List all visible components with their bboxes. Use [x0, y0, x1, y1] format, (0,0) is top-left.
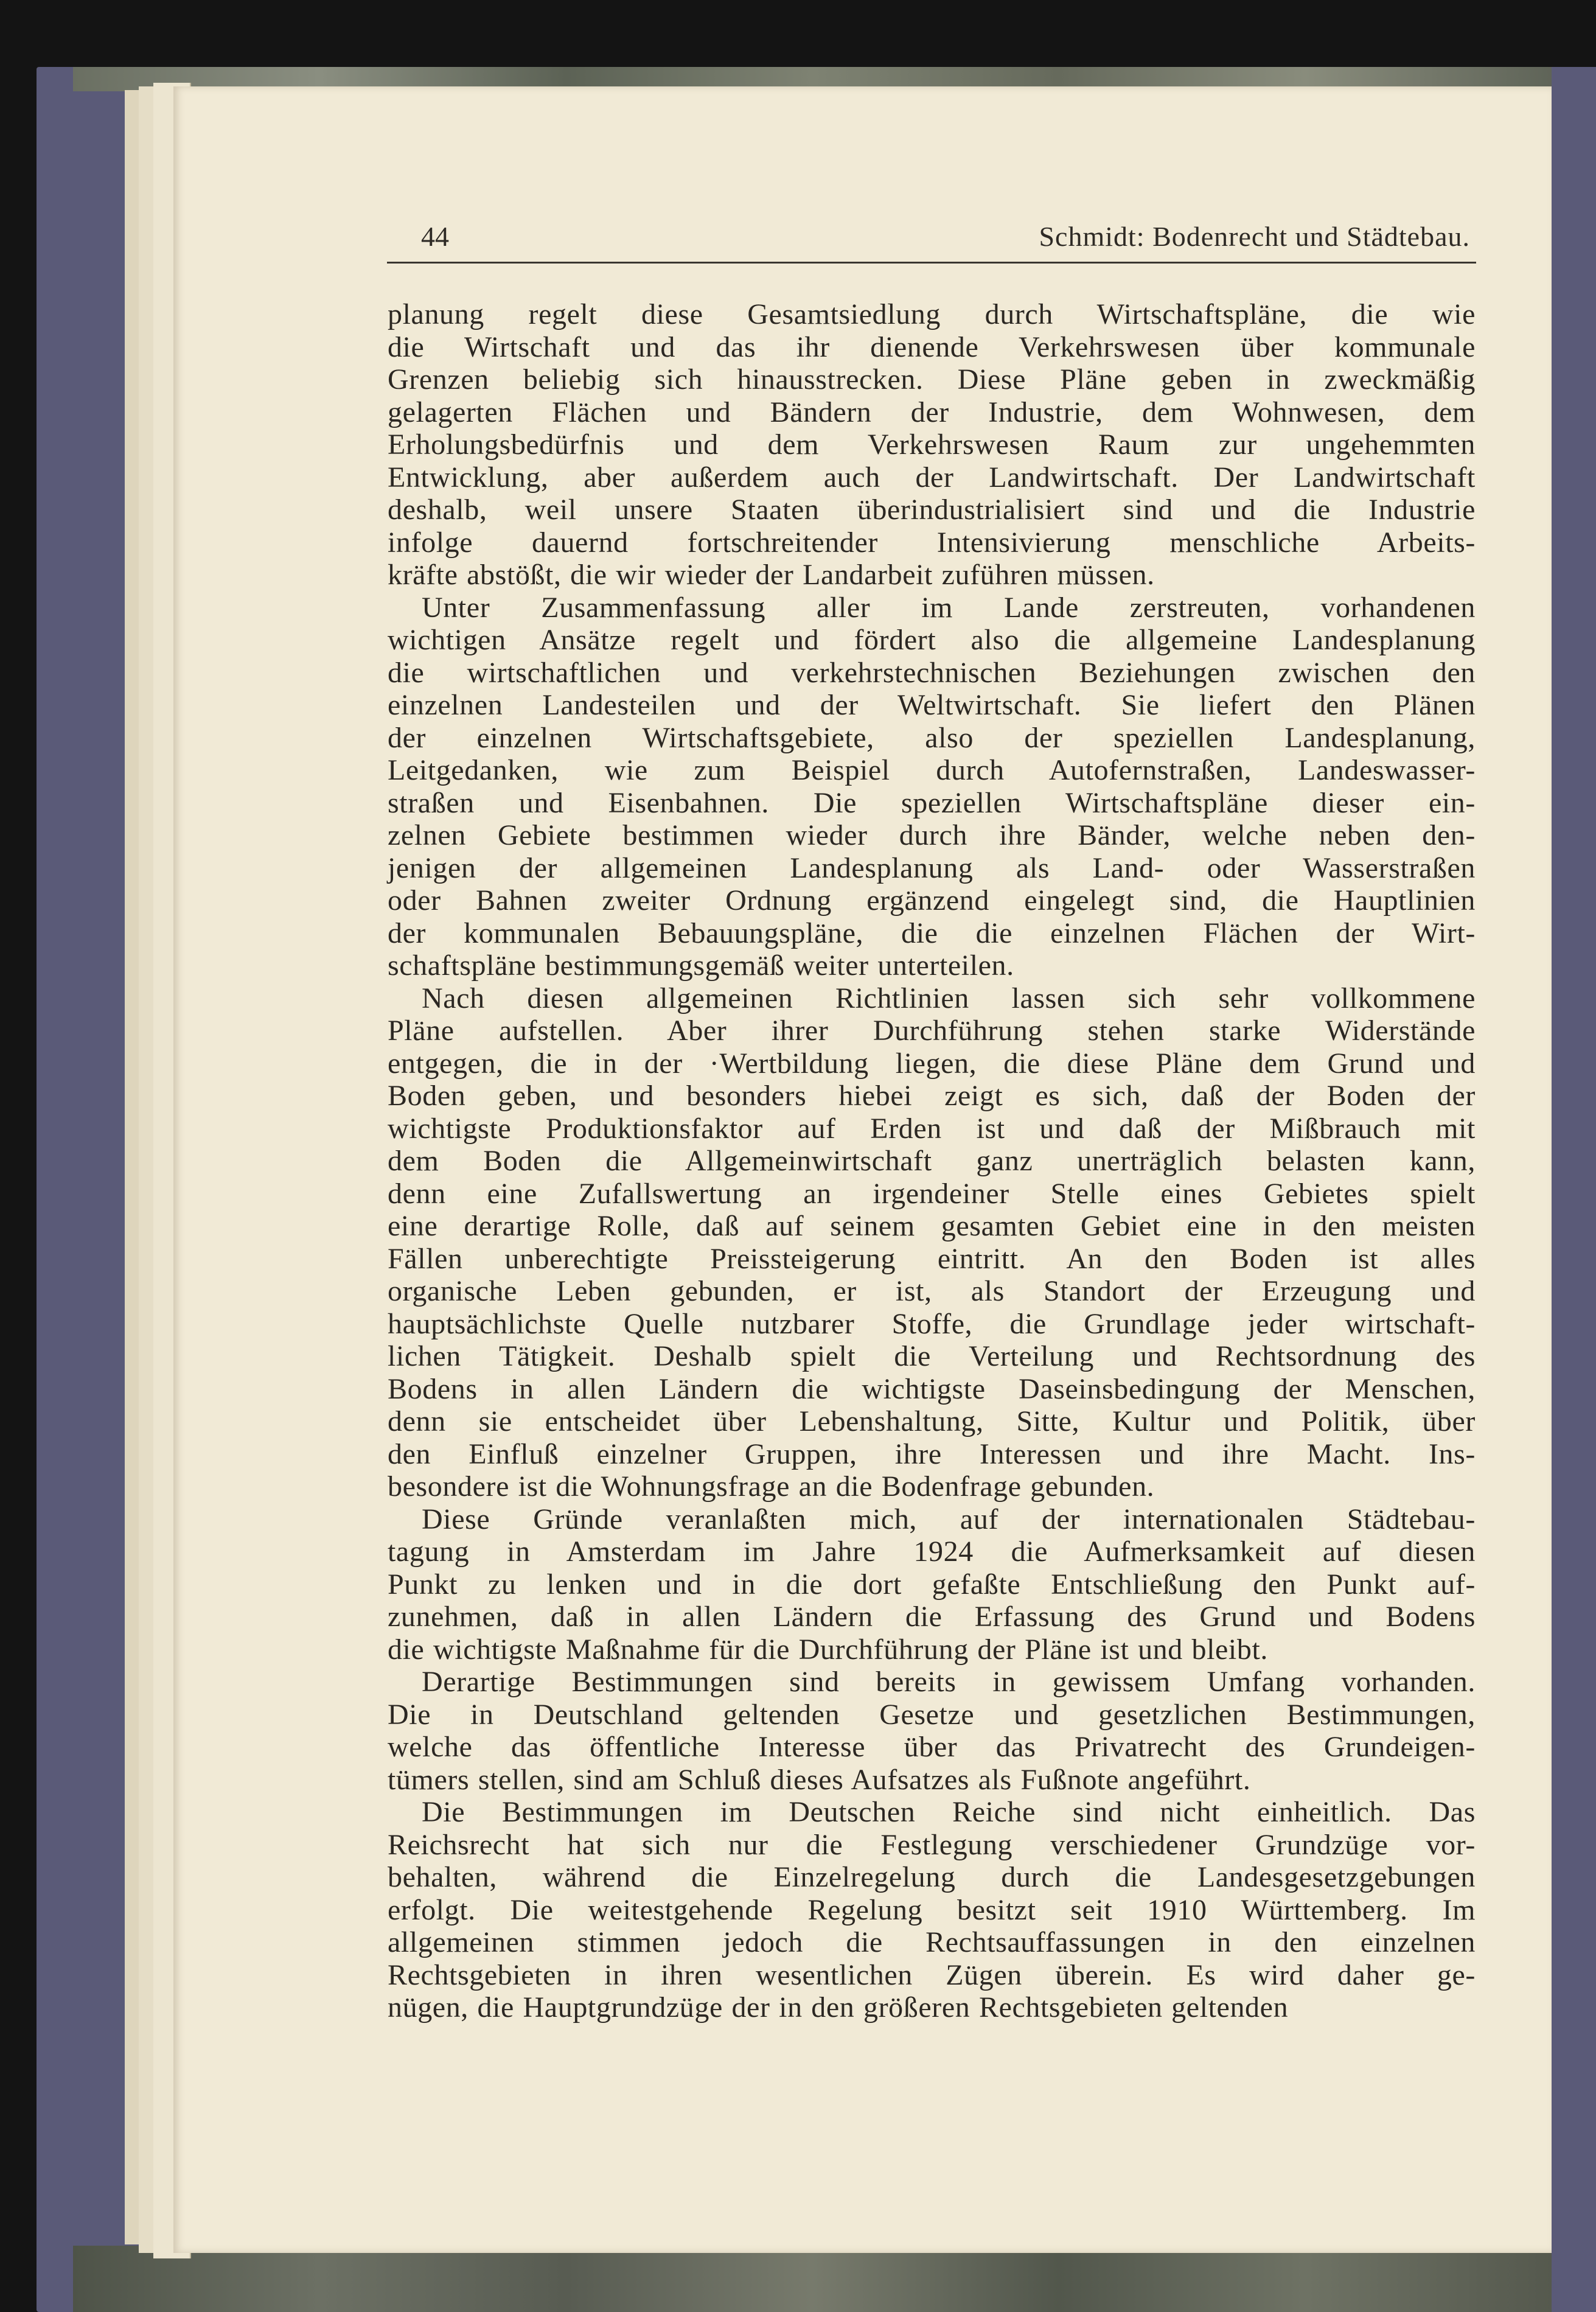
- text-line: organische Leben gebunden, er ist, als Standort der Erzeugung und: [388, 1275, 1476, 1307]
- paragraph: [388, 1666, 1476, 1796]
- text-line: allgemeinen stimmen jedoch die Rechtsauffassungen in den einzelnen: [388, 1926, 1476, 1958]
- text-line: Unter Zusammenfassung aller im Lande zerstreuten, vorhandenen: [422, 591, 1476, 624]
- text-line: hauptsächlichste Quelle nutzbarer Stoffe, die Grundlage jeder wirtschaft-: [388, 1307, 1476, 1340]
- text-line: schaftspläne bestimmungsgemäß weiter unterteilen.: [388, 949, 1014, 982]
- text-line: denn sie entscheidet über Lebenshaltung, Sitte, Kultur und Politik, über: [388, 1405, 1476, 1437]
- text-line: der kommunalen Bebauungspläne, die die einzelnen Flächen der Wirt-: [388, 917, 1476, 949]
- text-line: zunehmen, daß in allen Ländern die Erfassung des Grund und Bodens: [388, 1601, 1476, 1633]
- text-line: wichtigste Produktionsfaktor auf Erden ist und daß der Mißbrauch mit: [388, 1112, 1476, 1145]
- marbled-edge-bottom: [73, 2246, 1552, 2312]
- text-line: dem Boden die Allgemeinwirtschaft ganz unerträglich belasten kann,: [388, 1145, 1476, 1177]
- text-line: gelagerten Flächen und Bändern der Industrie, dem Wohnwesen, dem: [388, 396, 1476, 428]
- text-line: Pläne aufstellen. Aber ihrer Durchführung stehen starke Widerstände: [388, 1015, 1476, 1047]
- text-line: die Wirtschaft und das ihr dienende Verkehrswesen über kommunale: [388, 330, 1476, 363]
- text-line: Fällen unberechtigte Preissteigerung eintritt. An den Boden ist alles: [388, 1242, 1476, 1275]
- text-line: tagung in Amsterdam im Jahre 1924 die Aufmerksamkeit auf diesen: [388, 1535, 1476, 1568]
- text-line: Die in Deutschland geltenden Gesetze und gesetzlichen Bestimmungen,: [388, 1698, 1476, 1731]
- text-line: Leitgedanken, wie zum Beispiel durch Autofernstraßen, Landeswasser-: [388, 754, 1476, 786]
- text-line: Reichsrecht hat sich nur die Festlegung verschiedener Grundzüge vor-: [388, 1828, 1476, 1861]
- text-line: denn eine Zufallswertung an irgendeiner Stelle eines Gebietes spielt: [388, 1177, 1476, 1210]
- text-line: Punkt zu lenken und in die dort gefaßte Entschließung den Punkt auf-: [388, 1568, 1476, 1601]
- text-line: oder Bahnen zweiter Ordnung ergänzend eingelegt sind, die Hauptlinien: [388, 884, 1476, 917]
- text-line: Nach diesen allgemeinen Richtlinien lassen sich sehr vollkommene: [422, 982, 1476, 1015]
- text-line: wichtigen Ansätze regelt und fördert also die allgemeine Landesplanung: [388, 624, 1476, 656]
- text-line: die wirtschaftlichen und verkehrstechnischen Beziehungen zwischen den: [388, 656, 1476, 689]
- text-line: erfolgt. Die weitestgehende Regelung besitzt seit 1910 Württemberg. Im: [388, 1893, 1476, 1926]
- text-line: Entwicklung, aber außerdem auch der Landwirtschaft. Der Landwirtschaft: [388, 461, 1476, 494]
- text-line: Grenzen beliebig sich hinausstrecken. Diese Pläne geben in zweckmäßig: [388, 363, 1476, 396]
- running-title: Schmidt: Bodenrecht und Städtebau.: [1039, 221, 1470, 252]
- paragraph: [388, 298, 1476, 592]
- text-line: welche das öffentliche Interesse über das Privatrecht des Grundeigen-: [388, 1731, 1476, 1763]
- page-number: 44: [421, 221, 449, 252]
- paragraph: [388, 982, 1476, 1503]
- text-line: Erholungsbedürfnis und dem Verkehrswesen Raum zur ungehemmten: [388, 428, 1476, 461]
- paragraph: [388, 592, 1476, 982]
- text-line: Boden geben, und besonders hiebei zeigt es sich, daß der Boden der: [388, 1080, 1476, 1112]
- text-line: lichen Tätigkeit. Deshalb spielt die Verteilung und Rechtsordnung des: [388, 1340, 1476, 1372]
- body-text: [388, 298, 1476, 2024]
- text-line: besondere ist die Wohnungsfrage an die Bodenfrage gebunden.: [388, 1470, 1155, 1503]
- text-line: tümers stellen, sind am Schluß dieses Aufsatzes als Fußnote angeführt.: [388, 1763, 1251, 1796]
- text-line: Bodens in allen Ländern die wichtigste Daseinsbedingung der Menschen,: [388, 1372, 1476, 1405]
- text-line: einzelnen Landesteilen und der Weltwirtschaft. Sie liefert den Plänen: [388, 689, 1476, 721]
- page-header: [387, 214, 1476, 264]
- text-line: behalten, während die Einzelregelung durch die Landesgesetzgebungen: [388, 1861, 1476, 1893]
- text-line: deshalb, weil unsere Staaten überindustrialisiert sind und die Industrie: [388, 494, 1476, 526]
- text-line: eine derartige Rolle, daß auf seinem gesamten Gebiet eine in den meisten: [388, 1210, 1476, 1242]
- paragraph: [388, 1796, 1476, 2024]
- text-line: der einzelnen Wirtschaftsgebiete, also der speziellen Landesplanung,: [388, 721, 1476, 754]
- text-line: Diese Gründe veranlaßten mich, auf der internationalen Städtebau-: [422, 1503, 1476, 1535]
- text-line: den Einfluß einzelner Gruppen, ihre Interessen und ihre Macht. Ins-: [388, 1437, 1476, 1470]
- text-line: infolge dauernd fortschreitender Intensivierung menschliche Arbeits-: [388, 526, 1476, 559]
- text-line: Rechtsgebieten in ihren wesentlichen Zügen überein. Es wird daher ge-: [388, 1958, 1476, 1991]
- text-line: kräfte abstößt, die wir wieder der Landarbeit zuführen müssen.: [388, 559, 1155, 591]
- text-line: nügen, die Hauptgrundzüge der in den größeren Rechtsgebieten geltenden: [388, 1991, 1289, 2024]
- text-line: planung regelt diese Gesamtsiedlung durch Wirtschaftspläne, die wie: [388, 298, 1476, 330]
- text-line: zelnen Gebiete bestimmen wieder durch ihre Bänder, welche neben den-: [388, 819, 1476, 851]
- paragraph: [388, 1503, 1476, 1666]
- text-line: jenigen der allgemeinen Landesplanung als Land- oder Wasserstraßen: [388, 851, 1476, 884]
- text-line: straßen und Eisenbahnen. Die speziellen Wirtschaftspläne dieser ein-: [388, 786, 1476, 819]
- text-line: entgegen, die in der ·Wertbildung liegen, die diese Pläne dem Grund und: [388, 1047, 1476, 1080]
- text-line: die wichtigste Maßnahme für die Durchführung der Pläne ist und bleibt.: [388, 1633, 1268, 1666]
- text-line: Derartige Bestimmungen sind bereits in gewissem Umfang vorhanden.: [422, 1666, 1476, 1698]
- text-line: Die Bestimmungen im Deutschen Reiche sind nicht einheitlich. Das: [422, 1796, 1476, 1828]
